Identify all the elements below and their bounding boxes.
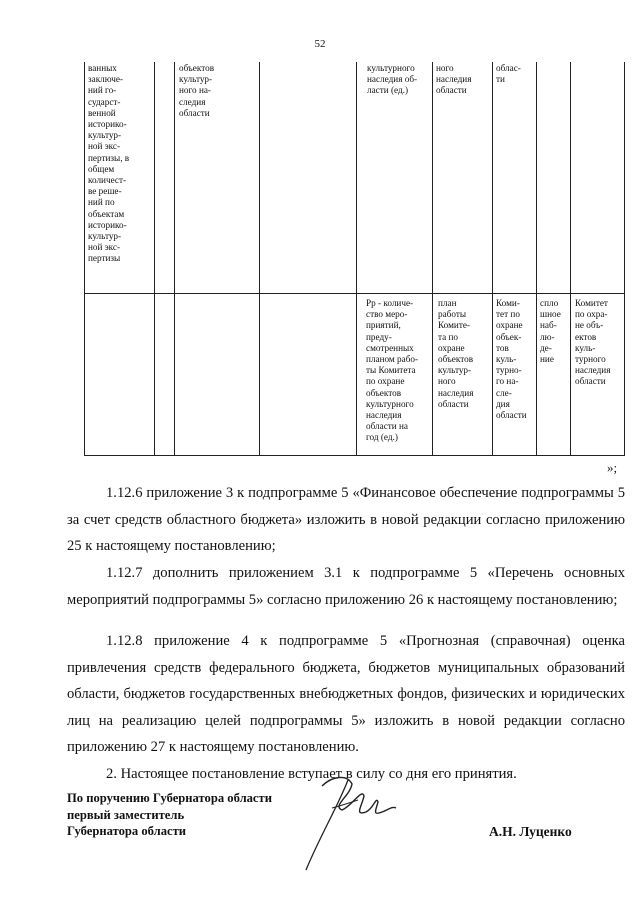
r1-c1-text: ванных заключе- ний го- сударст- венной историко- культур- ной экс- пертизы, в общем количест- ве реше- ний по объектам историко- культур- ной экс- пертизы bbox=[88, 63, 130, 264]
signatory-name: А.Н. Луценко bbox=[489, 824, 572, 839]
r2-c7-text: Коми- тет по охране объек- тов куль- турно- го на- сле- дия области bbox=[496, 298, 527, 421]
r2-c8-text: спло шное наб- лю- де- ние bbox=[540, 298, 561, 365]
r1-c7-text: облас- ти bbox=[496, 63, 521, 85]
r2-c9-text: Комитет по охра- не объ- ектов куль- турного наследия области bbox=[575, 298, 611, 387]
r1-c3-text: объектов культур- ного на- следия области bbox=[179, 63, 215, 118]
handwritten-signature-icon bbox=[292, 766, 402, 876]
paragraph-1-12-6: 1.12.6 приложение 3 к подпрограмме 5 «Финансовое обеспечение подпрограммы 5 за счет средств областного бюджета» изложить в новой редакции согласно приложению 25 к настоящему постановлению; bbox=[67, 485, 625, 555]
closing-quote: »; bbox=[607, 460, 618, 475]
paragraph-1-12-8: 1.12.8 приложение 4 к подпрограмме 5 «Прогнозная (справочная) оценка привлечения средств федерального бюджета, бюджетов муниципальных образований области, бюджетов государственных внебюджетных фондов, физических и юридических лиц на реализацию целей подпрограммы 5» изложить в новой редакции согласно приложению 27 к настоящему постановлению. bbox=[67, 633, 625, 756]
page-number: 52 bbox=[314, 38, 326, 50]
r1-c5-text: культурного наследия об- ласти (ед.) bbox=[367, 63, 418, 96]
signatory-position: По поручению Губернатора области первый заместитель Губернатора области bbox=[67, 791, 272, 838]
paragraph-1-12-7: 1.12.7 дополнить приложением 3.1 к подпрограмме 5 «Перечень основных мероприятий подпрограммы 5» согласно приложению 26 к настоящему постановлению; bbox=[67, 565, 625, 608]
r1-c6-text: ного наследия области bbox=[436, 63, 472, 96]
r2-c5-text: Рр - количе- ство меро- приятий, преду- смотренных планом рабо- ты Комитета по охране объектов культурного наследия области на год (ед.) bbox=[366, 298, 419, 443]
continuation-table bbox=[84, 62, 625, 456]
paragraph-2: 2. Настоящее постановление вступает в силу со дня его принятия. bbox=[106, 766, 517, 782]
r2-c6-text: план работы Комите- та по охране объектов культур- ного наследия области bbox=[438, 298, 474, 409]
